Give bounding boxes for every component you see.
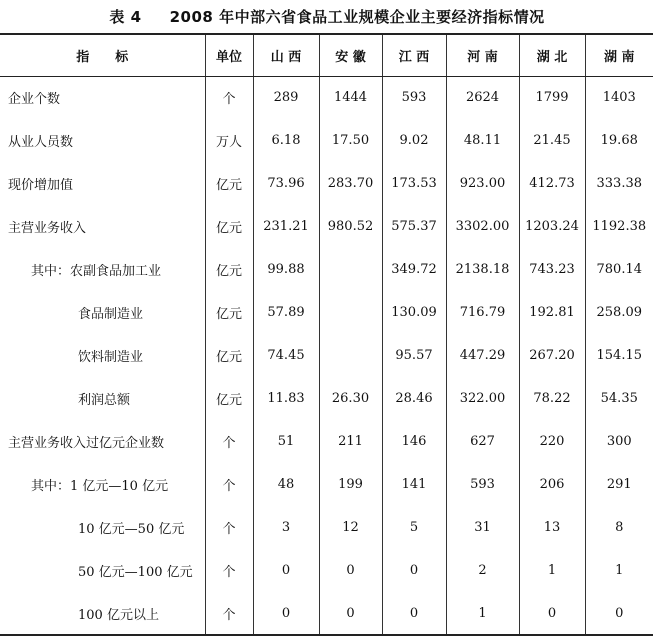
value-cell: 593 <box>446 463 519 506</box>
value-cell: 291 <box>585 463 653 506</box>
indicator-label: 主营业务收入过亿元企业数 <box>8 436 165 451</box>
value-cell: 9.02 <box>382 119 446 162</box>
value-cell: 2624 <box>446 76 519 119</box>
unit-cell: 万人 <box>205 119 253 162</box>
unit-cell: 个 <box>205 76 253 119</box>
value-cell: 0 <box>253 592 319 635</box>
value-cell: 980.52 <box>319 205 382 248</box>
indicator-label: 50 亿元—100 亿元 <box>78 565 193 580</box>
value-cell: 743.23 <box>519 248 585 291</box>
value-cell: 192.81 <box>519 291 585 334</box>
indicator-label: 利润总额 <box>78 393 131 408</box>
value-cell: 1 <box>446 592 519 635</box>
header-henan: 河 南 <box>446 34 519 76</box>
table-row <box>0 119 653 162</box>
value-cell: 283.70 <box>319 162 382 205</box>
header-anhui: 安 徽 <box>319 34 382 76</box>
header-row <box>0 34 653 76</box>
value-cell: 19.68 <box>585 119 653 162</box>
value-cell: 3 <box>253 506 319 549</box>
header-hubei: 湖 北 <box>519 34 585 76</box>
value-cell <box>319 248 382 291</box>
value-cell: 412.73 <box>519 162 585 205</box>
table-number: 表 4 <box>109 8 142 26</box>
value-cell: 923.00 <box>446 162 519 205</box>
value-cell: 5 <box>382 506 446 549</box>
indicator-label: 主营业务收入 <box>8 221 87 236</box>
table-row <box>0 291 653 334</box>
value-cell: 0 <box>319 592 382 635</box>
value-cell: 0 <box>319 549 382 592</box>
header-unit: 单位 <box>205 34 253 76</box>
value-cell <box>319 291 382 334</box>
header-shanxi: 山 西 <box>253 34 319 76</box>
value-cell: 141 <box>382 463 446 506</box>
unit-cell: 亿元 <box>205 291 253 334</box>
value-cell: 73.96 <box>253 162 319 205</box>
unit-cell: 个 <box>205 420 253 463</box>
value-cell: 26.30 <box>319 377 382 420</box>
indicator-label: 其中：农副食品加工业 <box>31 264 162 279</box>
value-cell: 8 <box>585 506 653 549</box>
table-caption: 2008 年中部六省食品工业规模企业主要经济指标情况 <box>169 8 545 26</box>
value-cell: 199 <box>319 463 382 506</box>
table-title <box>0 6 654 27</box>
header-indicator: 指 标 <box>0 34 205 76</box>
table-row <box>0 420 653 463</box>
indicator-table <box>0 33 653 636</box>
value-cell: 300 <box>585 420 653 463</box>
indicator-label: 从业人员数 <box>8 135 74 150</box>
value-cell: 54.35 <box>585 377 653 420</box>
table-row <box>0 205 653 248</box>
value-cell: 48.11 <box>446 119 519 162</box>
table-row <box>0 248 653 291</box>
value-cell: 716.79 <box>446 291 519 334</box>
value-cell: 575.37 <box>382 205 446 248</box>
value-cell: 154.15 <box>585 334 653 377</box>
unit-cell: 个 <box>205 506 253 549</box>
unit-cell: 个 <box>205 549 253 592</box>
value-cell: 1203.24 <box>519 205 585 248</box>
value-cell: 267.20 <box>519 334 585 377</box>
value-cell: 1 <box>519 549 585 592</box>
value-cell: 0 <box>382 549 446 592</box>
value-cell: 3302.00 <box>446 205 519 248</box>
value-cell: 258.09 <box>585 291 653 334</box>
value-cell: 95.57 <box>382 334 446 377</box>
value-cell: 447.29 <box>446 334 519 377</box>
unit-cell: 亿元 <box>205 377 253 420</box>
unit-cell: 亿元 <box>205 334 253 377</box>
table-row <box>0 334 653 377</box>
table-row <box>0 463 653 506</box>
value-cell: 78.22 <box>519 377 585 420</box>
unit-cell: 个 <box>205 463 253 506</box>
unit-cell: 亿元 <box>205 248 253 291</box>
indicator-label: 食品制造业 <box>78 307 144 322</box>
value-cell: 333.38 <box>585 162 653 205</box>
indicator-label: 企业个数 <box>8 92 61 108</box>
value-cell: 6.18 <box>253 119 319 162</box>
value-cell: 0 <box>382 592 446 635</box>
value-cell <box>319 334 382 377</box>
value-cell: 1444 <box>319 76 382 119</box>
table-row <box>0 76 653 119</box>
value-cell: 28.46 <box>382 377 446 420</box>
table-row <box>0 549 653 592</box>
value-cell: 289 <box>253 76 319 119</box>
value-cell: 51 <box>253 420 319 463</box>
value-cell: 57.89 <box>253 291 319 334</box>
indicator-label: 100 亿元以上 <box>0 592 205 635</box>
value-cell: 99.88 <box>253 248 319 291</box>
value-cell: 12 <box>319 506 382 549</box>
value-cell: 322.00 <box>446 377 519 420</box>
value-cell: 74.45 <box>253 334 319 377</box>
value-cell: 48 <box>253 463 319 506</box>
value-cell: 1192.38 <box>585 205 653 248</box>
table-row <box>0 377 653 420</box>
value-cell: 0 <box>519 592 585 635</box>
indicator-label: 饮料制造业 <box>78 350 144 365</box>
table-row <box>0 162 653 205</box>
unit-cell: 亿元 <box>205 162 253 205</box>
value-cell: 21.45 <box>519 119 585 162</box>
value-cell: 31 <box>446 506 519 549</box>
header-jiangxi: 江 西 <box>382 34 446 76</box>
value-cell: 2138.18 <box>446 248 519 291</box>
value-cell: 0 <box>585 592 653 635</box>
value-cell: 1799 <box>519 76 585 119</box>
value-cell: 1403 <box>585 76 653 119</box>
value-cell: 211 <box>319 420 382 463</box>
header-hunan: 湖 南 <box>585 34 653 76</box>
value-cell: 146 <box>382 420 446 463</box>
value-cell: 206 <box>519 463 585 506</box>
value-cell: 17.50 <box>319 119 382 162</box>
value-cell: 593 <box>382 76 446 119</box>
unit-cell: 个 <box>205 592 253 635</box>
value-cell: 349.72 <box>382 248 446 291</box>
table-row <box>0 506 653 549</box>
value-cell: 11.83 <box>253 377 319 420</box>
value-cell: 130.09 <box>382 291 446 334</box>
value-cell: 1 <box>585 549 653 592</box>
value-cell: 0 <box>253 549 319 592</box>
value-cell: 231.21 <box>253 205 319 248</box>
table-row <box>0 592 653 635</box>
indicator-label: 10 亿元—50 亿元 <box>78 522 185 537</box>
indicator-label: 其中：1 亿元—10 亿元 <box>31 479 169 494</box>
value-cell: 2 <box>446 549 519 592</box>
value-cell: 627 <box>446 420 519 463</box>
unit-cell: 亿元 <box>205 205 253 248</box>
value-cell: 13 <box>519 506 585 549</box>
value-cell: 173.53 <box>382 162 446 205</box>
indicator-label: 现价增加值 <box>8 178 74 193</box>
value-cell: 220 <box>519 420 585 463</box>
value-cell: 780.14 <box>585 248 653 291</box>
